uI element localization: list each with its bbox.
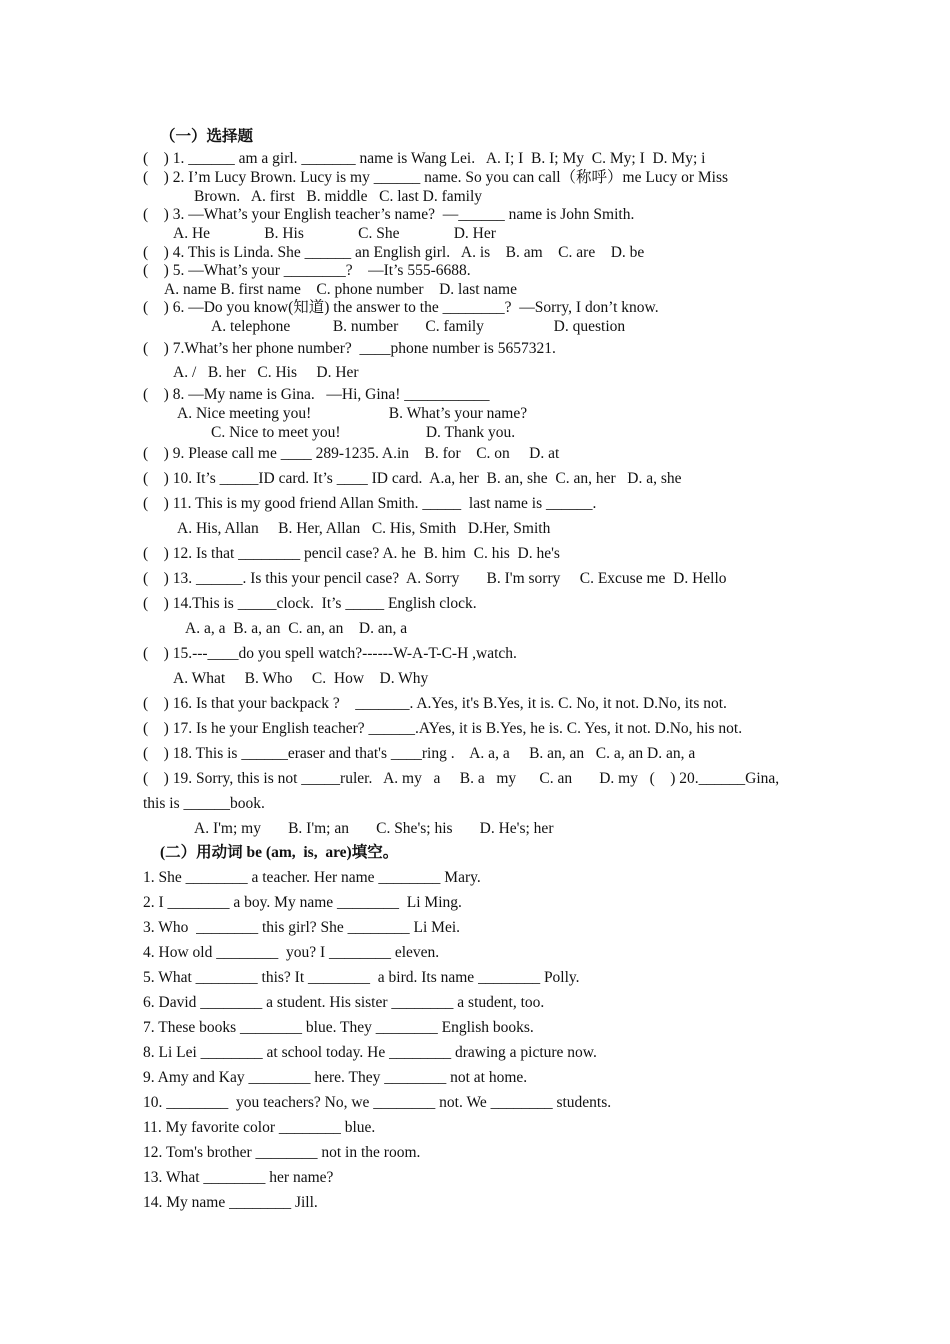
text-line: 14. My name ________ Jill. bbox=[143, 1194, 318, 1211]
text-line: Brown. A. first B. middle C. last D. family bbox=[194, 188, 483, 205]
text-line: ( ) 4. This is Linda. She ______ an English girl. A. is B. am C. are D. be bbox=[143, 244, 645, 261]
text-line: A. telephone B. number C. family D. question bbox=[211, 318, 626, 335]
text-line: ( ) 9. Please call me ____ 289-1235. A.in B. for C. on D. at bbox=[143, 445, 560, 462]
text-line: 5. What ________ this? It ________ a bird. Its name ________ Polly. bbox=[143, 969, 580, 986]
text-line: A. What B. Who C. How D. Why bbox=[173, 670, 429, 687]
text-line: A. / B. her C. His D. Her bbox=[173, 364, 359, 381]
text-line: A. His, Allan B. Her, Allan C. His, Smith D.Her, Smith bbox=[177, 520, 551, 537]
text-line: ( ) 1. ______ am a girl. _______ name is Wang Lei. A. I; I B. I; My C. My; I D. My; i bbox=[143, 150, 706, 167]
text-line: ( ) 3. —What’s your English teacher’s name? —______ name is John Smith. bbox=[143, 206, 635, 223]
text-line: ( ) 19. Sorry, this is not _____ruler. A. my a B. a my C. an D. my ( ) 20.______Gina, bbox=[143, 770, 780, 787]
text-line: 8. Li Lei ________ at school today. He ________ drawing a picture now. bbox=[143, 1044, 597, 1061]
text-line: 11. My favorite color ________ blue. bbox=[143, 1119, 376, 1136]
text-line: 2. I ________ a boy. My name ________ Li Ming. bbox=[143, 894, 462, 911]
text-line: 4. How old ________ you? I ________ eleven. bbox=[143, 944, 440, 961]
text-line: 12. Tom's brother ________ not in the room. bbox=[143, 1144, 421, 1161]
text-line: ( ) 2. I’m Lucy Brown. Lucy is my ______ name. So you can call（称呼）me Lucy or Miss bbox=[143, 169, 729, 186]
text-line: this is ______book. bbox=[143, 795, 265, 812]
text-line: ( ) 16. Is that your backpack ? _______. A.Yes, it's B.Yes, it is. C. No, it not. D.No, its not. bbox=[143, 695, 727, 712]
text-line: A. a, a B. a, an C. an, an D. an, a bbox=[185, 620, 408, 637]
text-line: 10. ________ you teachers? No, we ________ not. We ________ students. bbox=[143, 1094, 612, 1111]
text-line: ( ) 17. Is he your English teacher? ______.AYes, it is B.Yes, he is. C. Yes, it not. D.No, his not. bbox=[143, 720, 743, 737]
text-line: 7. These books ________ blue. They ________ English books. bbox=[143, 1019, 534, 1036]
text-line: ( ) 8. —My name is Gina. —Hi, Gina! ___________ bbox=[143, 386, 490, 403]
text-line: ( ) 13. ______. Is this your pencil case? A. Sorry B. I'm sorry C. Excuse me D. Hello bbox=[143, 570, 727, 587]
section-heading: (二）用动词 be (am, is, are)填空。 bbox=[160, 844, 399, 861]
text-line: ( ) 12. Is that ________ pencil case? A. he B. him C. his D. he's bbox=[143, 545, 560, 562]
text-line: 3. Who ________ this girl? She ________ Li Mei. bbox=[143, 919, 461, 936]
text-line: 9. Amy and Kay ________ here. They ________ not at home. bbox=[143, 1069, 528, 1086]
text-line: ( ) 5. —What’s your ________? —It’s 555-6688. bbox=[143, 262, 471, 279]
text-line: ( ) 15.---____do you spell watch?------W-A-T-C-H ,watch. bbox=[143, 645, 517, 662]
text-line: C. Nice to meet you! D. Thank you. bbox=[211, 424, 516, 441]
text-line: ( ) 18. This is ______eraser and that's ____ring . A. a, a B. an, an C. a, an D. an, a bbox=[143, 745, 696, 762]
text-line: ( ) 10. It’s _____ID card. It’s ____ ID card. A.a, her B. an, she C. an, her D. a, she bbox=[143, 470, 682, 487]
text-line: A. I'm; my B. I'm; an C. She's; his D. He's; her bbox=[194, 820, 554, 837]
text-line: 13. What ________ her name? bbox=[143, 1169, 334, 1186]
text-line: A. Nice meeting you! B. What’s your name? bbox=[177, 405, 528, 422]
text-line: ( ) 7.What’s her phone number? ____phone number is 5657321. bbox=[143, 340, 556, 357]
text-line: 6. David ________ a student. His sister ________ a student, too. bbox=[143, 994, 545, 1011]
section-heading: （一）选择题 bbox=[160, 128, 254, 145]
text-line: 1. She ________ a teacher. Her name ________ Mary. bbox=[143, 869, 481, 886]
text-line: A. He B. His C. She D. Her bbox=[173, 225, 496, 242]
text-line: ( ) 11. This is my good friend Allan Smith. _____ last name is ______. bbox=[143, 495, 597, 512]
text-line: ( ) 6. —Do you know(知道) the answer to the ________? —Sorry, I don’t know. bbox=[143, 299, 659, 316]
text-line: A. name B. first name C. phone number D. last name bbox=[164, 281, 517, 298]
text-line: ( ) 14.This is _____clock. It’s _____ English clock. bbox=[143, 595, 477, 612]
